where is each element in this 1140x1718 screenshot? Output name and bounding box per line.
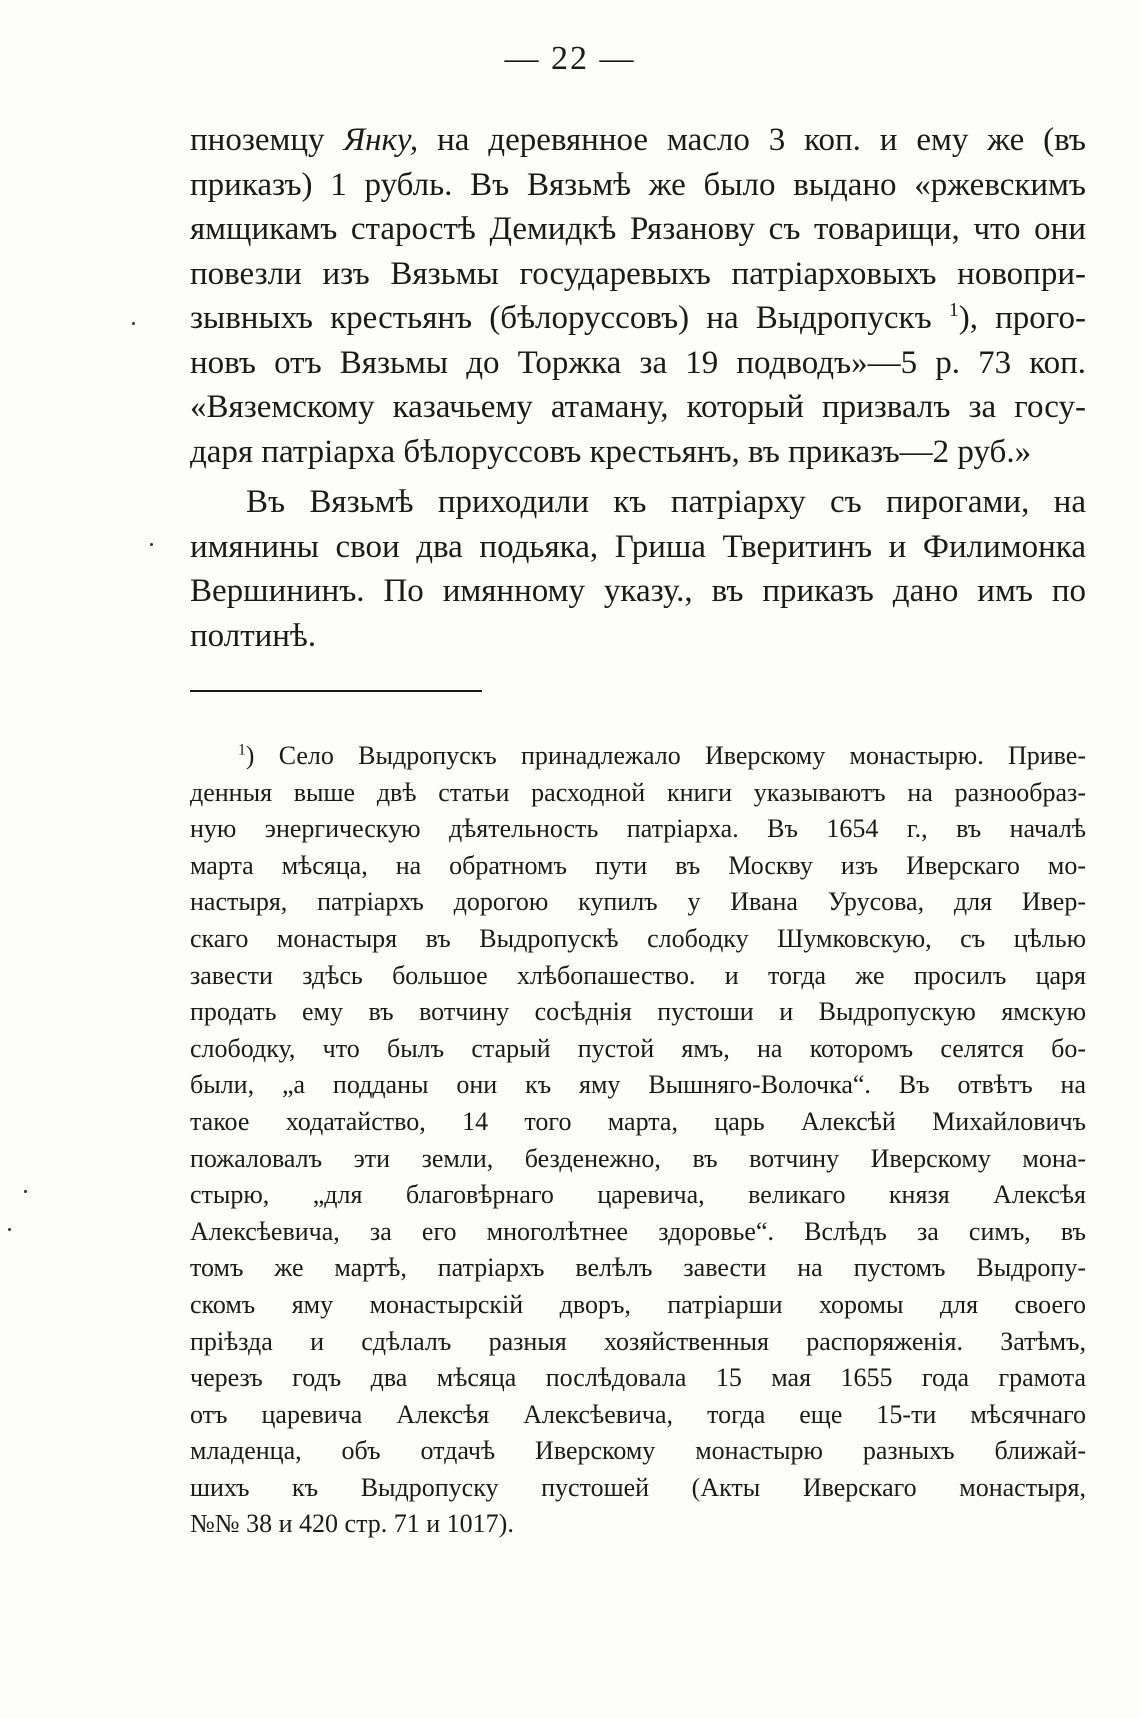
paragraph-2 xyxy=(190,480,1086,658)
footnote-line: №№ 38 и 420 стр. 71 и 1017). xyxy=(190,1509,514,1539)
text-line: повезли изъ Вязьмы государевыхъ патріарховыхъ новопри- xyxy=(190,255,1086,292)
text-line: ямщикамъ старостѣ Демидкѣ Рязанову съ товарищи, что они xyxy=(190,211,1086,247)
footnote-line: ную энергическую дѣятельность патріарха. Въ 1654 г., въ началѣ xyxy=(190,814,1086,844)
scan-speck xyxy=(150,543,153,546)
text-line: полтинѣ. xyxy=(190,617,317,654)
paragraph-1 xyxy=(190,118,1086,474)
text-line: зывныхъ крестьянъ (бѣлоруссовъ) на Выдропускъ $^1$), прого- xyxy=(190,299,1086,336)
name-yanku: Янку, xyxy=(343,122,419,158)
footnote-line: марта мѣсяца, на обратномъ пути въ Москву изъ Иверскаго мо- xyxy=(190,850,1086,880)
footnote-line: пріѣзда и сдѣлалъ разныя хозяйственныя распоряженія. Затѣмъ, xyxy=(190,1326,1086,1356)
text-line: пноземцу Янку, на деревянное масло 3 коп. и ему же (въ xyxy=(190,122,1086,158)
footnote-line: стырю, „для благовѣрнаго царевича, великаго князя Алексѣя xyxy=(190,1180,1086,1210)
footnote-marker: 1 xyxy=(238,741,246,759)
page-number: — 22 — xyxy=(504,40,636,77)
footnote-line: $^1$) Село Выдропускъ принадлежало Иверскому монастырю. Приве- xyxy=(238,741,1086,770)
footnote-separator xyxy=(190,690,482,692)
footnote-ref: 1 xyxy=(948,299,959,322)
scan-speck xyxy=(132,322,135,325)
footnote-line: слободку, что былъ старый пустой ямъ, на которомъ селятся бо- xyxy=(190,1033,1086,1063)
footnote-line: такое ходатайство, 14 того марта, царь Алексѣй Михайловичъ xyxy=(190,1106,1086,1136)
scan-speck xyxy=(24,1190,27,1193)
footnote-line: настыря, патріархъ дорогою купилъ у Ивана Урусова, для Ивер- xyxy=(190,887,1086,917)
footnote-line: были, „а подданы они къ яму Вышняго-Волочка“. Въ отвѣтъ на xyxy=(190,1070,1086,1100)
footnote-line: денныя выше двѣ статьи расходной книги указываютъ на разнообраз- xyxy=(190,777,1086,807)
main-text xyxy=(190,118,1086,658)
footnote-line: младенца, объ отдачѣ Иверскому монастырю разныхъ ближай- xyxy=(190,1436,1086,1466)
text-line: Вершининъ. По имянному указу., въ приказъ дано имъ по xyxy=(190,573,1086,609)
footnote-line: отъ царевича Алексѣя Алексѣевича, тогда еще 15-ти мѣсячнаго xyxy=(190,1399,1086,1429)
footnote-line: томъ же мартѣ, патріархъ велѣлъ завести на пустомъ Выдропу- xyxy=(190,1253,1086,1283)
footnote-line: продать ему въ вотчину сосѣднія пустоши и Выдропускую ямскую xyxy=(190,997,1086,1027)
text-line: «Вяземскому казачьему атаману, который призвалъ за госу- xyxy=(190,389,1086,425)
scan-speck xyxy=(8,1228,11,1231)
footnote-line: черезъ годъ два мѣсяца послѣдовала 15 мая 1655 года грамота xyxy=(190,1363,1086,1393)
text-line: даря патріарха бѣлоруссовъ крестьянъ, въ приказъ—2 руб.» xyxy=(190,433,1032,470)
text-line: приказъ) 1 рубль. Въ Вязьмѣ же было выдано «ржевскимъ xyxy=(190,166,1086,203)
footnote-line: Алексѣевича, за его многолѣтнее здоровье“. Вслѣдъ за симъ, въ xyxy=(190,1216,1086,1246)
footnote-line: скаго монастыря въ Выдропускѣ слободку Шумковскую, съ цѣлью xyxy=(190,923,1086,953)
footnote-line: пожаловалъ эти земли, безденежно, въ вотчину Иверскому мона- xyxy=(190,1143,1086,1173)
footnote xyxy=(190,738,1086,1543)
text-line: новъ отъ Вязьмы до Торжка за 19 подводъ»—5 р. 73 коп. xyxy=(190,344,1086,381)
footnote-line: скомъ яму монастырскій дворъ, патріарши хоромы для своего xyxy=(190,1289,1086,1319)
footnote-line: завести здѣсь большое хлѣбопашество. и тогда же просилъ царя xyxy=(190,960,1086,990)
footnote-line: шихъ къ Выдропуску пустошей (Акты Иверскаго монастыря, xyxy=(190,1472,1086,1502)
text-line: Въ Вязьмѣ приходили къ патріарху съ пирогами, на xyxy=(246,484,1086,520)
text-line: имянины свои два подьяка, Гриша Тверитинъ и Филимонка xyxy=(190,528,1086,565)
